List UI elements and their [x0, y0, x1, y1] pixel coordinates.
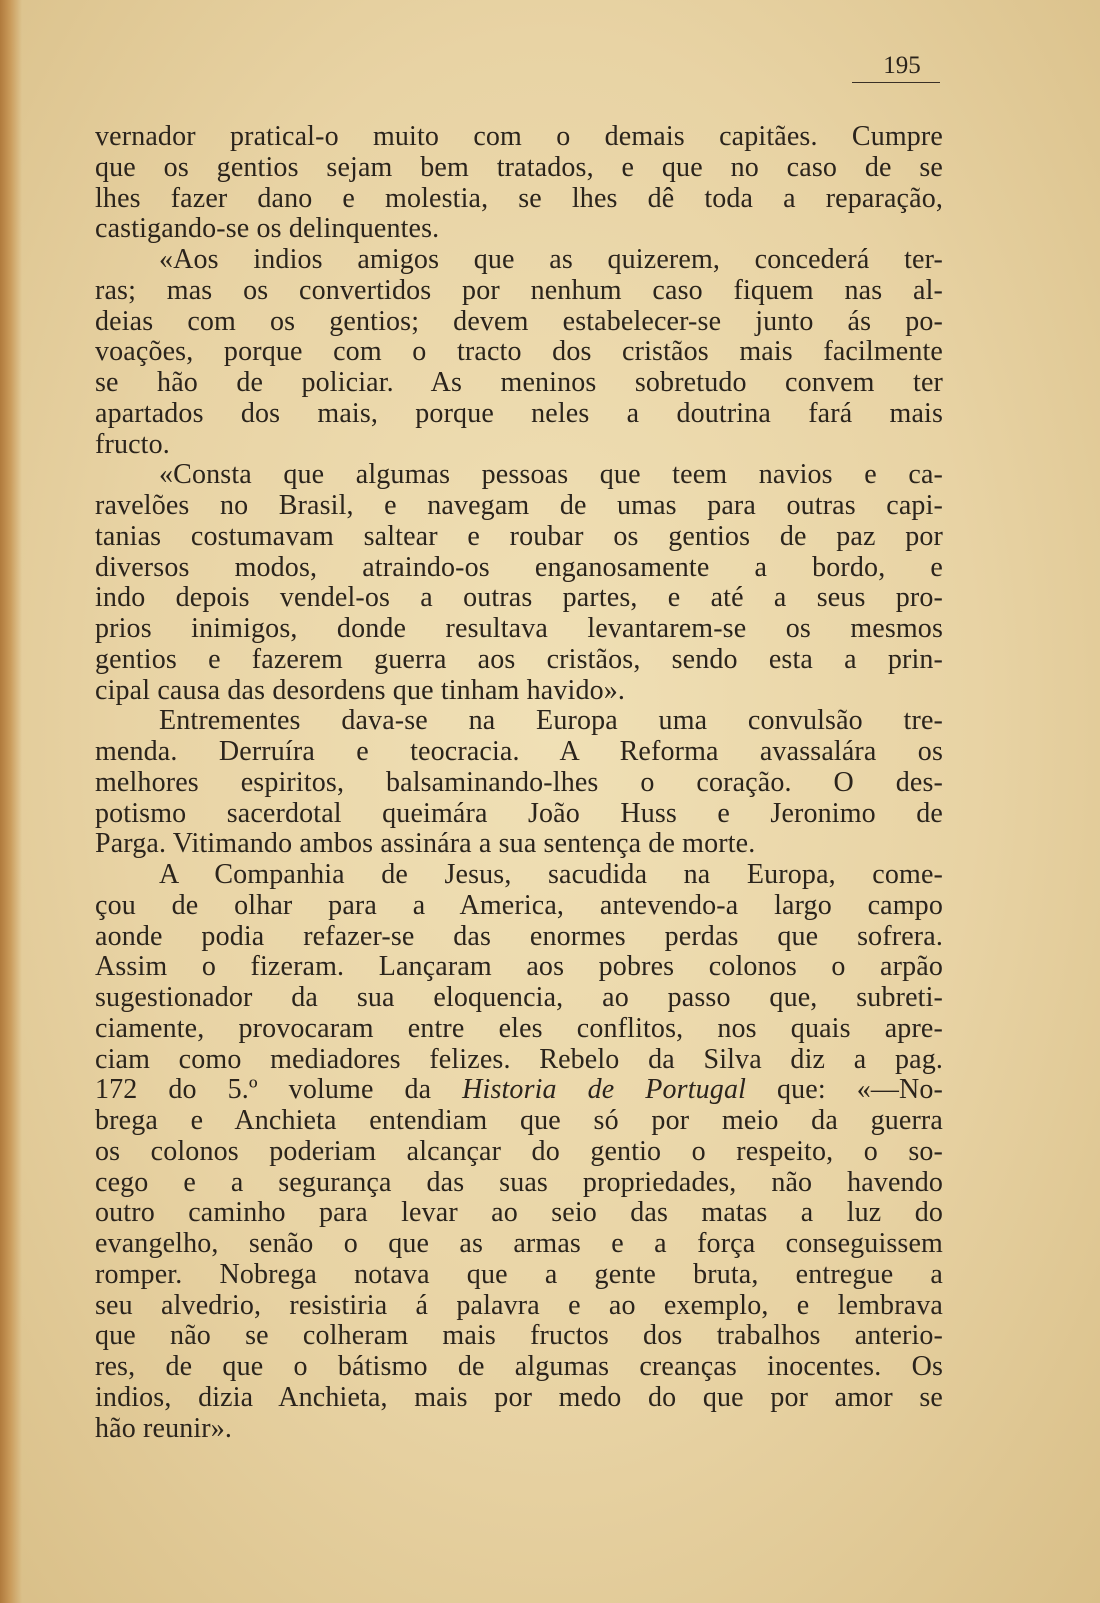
text-line: romper. Nobrega notava que a gente bruta, entregue a	[95, 1258, 943, 1290]
text-line: res, de que o bátismo de algumas creanças inocentes. Os	[95, 1351, 943, 1382]
text-line: indios, dizia Anchieta, mais por medo do que por amor se	[95, 1381, 943, 1413]
text-line: ras; mas os convertidos por nenhum caso fiquem nas al-	[95, 274, 943, 306]
text-line: fructo.	[95, 428, 170, 460]
text-line: menda. Derruíra e teocracia. A Reforma avassalára os	[95, 736, 943, 767]
text-line: evangelho, senão o que as armas e a força conseguissem	[95, 1228, 943, 1259]
text-line: os colonos poderiam alcançar do gentio o respeito, o so-	[95, 1135, 943, 1167]
text-line: outro caminho para levar ao seio das matas a luz do	[95, 1197, 943, 1229]
text-line: sugestionador da sua eloquencia, ao passo que, subreti-	[95, 982, 943, 1013]
text-line	[95, 1075, 943, 1106]
text-line: prios inimigos, donde resultava levantarem-se os mesmos	[95, 613, 943, 644]
text-line: Entrementes dava-se na Europa uma convulsão tre-	[159, 705, 943, 737]
text-line: tanias costumavam saltear e roubar os gentios de paz por	[95, 520, 943, 552]
text-line: Assim o fizeram. Lançaram aos pobres colonos o arpão	[95, 951, 943, 983]
text-line: ciamente, provocaram entre eles conflitos, nos quais apre-	[95, 1012, 943, 1044]
text-line: çou de olhar para a America, antevendo-a largo campo	[95, 889, 943, 921]
text-line: «Consta que algumas pessoas que teem navios e ca-	[159, 459, 943, 491]
text-line: A Companhia de Jesus, sacudida na Europa, come-	[159, 859, 943, 890]
text-line: que não se colheram mais fructos dos trabalhos anterio-	[95, 1320, 943, 1352]
text-line: deias com os gentios; devem estabelecer-se junto ás po-	[95, 305, 943, 337]
text-line: melhores espiritos, balsaminando-lhes o coração. O des-	[95, 766, 943, 798]
page-number: 195	[883, 52, 921, 79]
text-line: indo depois vendel-os a outras partes, e até a seus pro-	[95, 582, 943, 614]
text-line: potismo sacerdotal queimára João Huss e Jeronimo de	[95, 797, 943, 829]
text-line: Parga. Vitimando ambos assinára a sua sentença de morte.	[95, 828, 756, 860]
text-line: cego e a segurança das suas propriedades, não havendo	[95, 1166, 943, 1198]
text-line: castigando-se os delinquentes.	[95, 213, 440, 245]
text-line: voações, porque com o tracto dos cristãos mais facilmente	[95, 336, 943, 368]
book-title-italic: Historia de Portugal	[462, 1074, 747, 1106]
text-line: ravelões no Brasil, e navegam de umas para outras capi-	[95, 490, 943, 521]
text-line: diversos modos, atraindo-os enganosamente a bordo, e	[95, 551, 943, 583]
text-line: «Aos indios amigos que as quizerem, concederá ter-	[159, 244, 943, 275]
body-text	[95, 122, 943, 1444]
text-line: gentios e fazerem guerra aos cristãos, sendo esta a prin-	[95, 643, 943, 675]
text-line: que os gentios sejam bem tratados, e que no caso de se	[95, 151, 943, 183]
text-line: seu alvedrio, resistiria á palavra e ao exemplo, e lembrava	[95, 1289, 943, 1321]
text-line: cipal causa das desordens que tinham havido».	[95, 674, 626, 706]
text-line: lhes fazer dano e molestia, se lhes dê toda a reparação,	[95, 182, 943, 214]
text-line: se hão de policiar. As meninos sobretudo convem ter	[95, 367, 943, 398]
text-line: ciam como mediadores felizes. Rebelo da Silva diz a pag.	[95, 1043, 943, 1075]
page-edge-shadow	[0, 0, 22, 1603]
text-line: hão reunir».	[95, 1412, 233, 1444]
text-line: vernador pratical-o muito com o demais capitães. Cumpre	[95, 121, 943, 152]
page-number-rule	[852, 82, 940, 83]
text-fragment: que: «—No-	[746, 1074, 944, 1106]
text-line: brega e Anchieta entendiam que só por meio da guerra	[95, 1105, 943, 1136]
text-line: aonde podia refazer-se das enormes perdas que sofrera.	[95, 920, 943, 952]
text-fragment: 172 do 5.º volume da	[95, 1074, 463, 1106]
text-line: apartados dos mais, porque neles a doutrina fará mais	[95, 397, 943, 429]
